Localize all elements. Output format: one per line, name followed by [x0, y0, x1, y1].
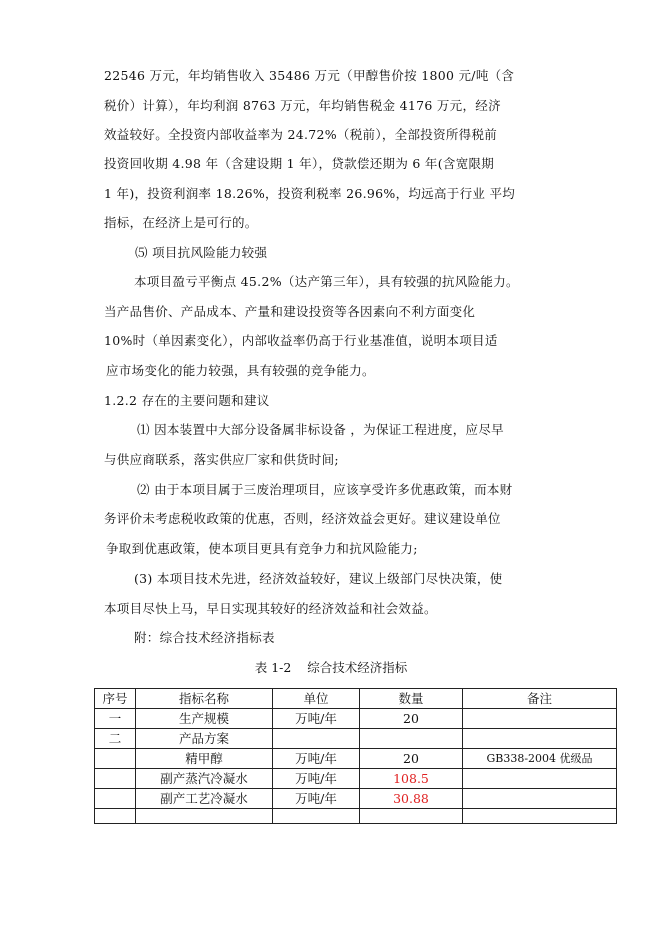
body-line-6: 指标，在经济上是可行的。: [104, 215, 258, 230]
table-row: [95, 729, 617, 749]
cell-unit: 万吨/年: [273, 749, 360, 769]
cell-seq: [95, 809, 136, 824]
body-line-3: 效益较好。全投资内部收益率为 24.72%（税前），全部投资所得税前: [104, 127, 498, 142]
metrics-table: [94, 688, 617, 824]
cell-qty: [360, 729, 463, 749]
table-row: [95, 749, 617, 769]
section-heading-1-2-2: 1.2.2 存在的主要问题和建议: [104, 393, 270, 408]
subheading-risk-resistance: ⑸ 项目抗风险能力较强: [135, 245, 268, 260]
cell-note: GB338-2004 优级品: [463, 749, 617, 769]
cell-unit: 万吨/年: [273, 769, 360, 789]
cell-seq: 二: [95, 729, 136, 749]
cell-note: [463, 709, 617, 729]
table-row: [95, 809, 617, 824]
cell-seq: 一: [95, 709, 136, 729]
table-row: [95, 789, 617, 809]
cell-note: [463, 789, 617, 809]
cell-seq: [95, 749, 136, 769]
body-line-14: 与供应商联系，落实供应厂家和供货时间;: [104, 452, 339, 467]
body-line-8: 本项目盈亏平衡点 45.2%（达产第三年），具有较强的抗风险能力。: [134, 274, 519, 289]
cell-qty-highlight: 30.88: [360, 789, 463, 809]
body-line-19: 本项目尽快上马，早日实现其较好的经济效益和社会效益。: [104, 601, 437, 616]
table-row: [95, 769, 617, 789]
cell-name: 生产规模: [136, 709, 273, 729]
appendix-label: 附：综合技术经济指标表: [134, 630, 275, 645]
body-line-5: 1 年)，投资利润率 18.26%，投资利税率 26.96%，均远高于行业 平均: [104, 186, 516, 201]
header-note: 备注: [463, 689, 617, 709]
table-caption: 表 1-2 综合技术经济指标: [254, 660, 408, 675]
body-line-2: 税价）计算），年均利润 8763 万元，年均销售税金 4176 万元，经济: [104, 98, 501, 113]
body-line-18: (3) 本项目技术先进，经济效益较好，建议上级部门尽快决策，使: [134, 571, 503, 586]
cell-unit: 万吨/年: [273, 789, 360, 809]
cell-note: [463, 769, 617, 789]
cell-name: [136, 809, 273, 824]
body-line-11: 应市场变化的能力较强，具有较强的竞争能力。: [106, 363, 375, 378]
body-line-15: ⑵ 由于本项目属于三废治理项目，应该享受许多优惠政策，而本财: [137, 482, 513, 497]
cell-name: 产品方案: [136, 729, 273, 749]
body-line-17: 争取到优惠政策，使本项目更具有竞争力和抗风险能力;: [106, 541, 418, 556]
cell-seq: [95, 769, 136, 789]
cell-note: [463, 729, 617, 749]
cell-note: [463, 809, 617, 824]
cell-unit: 万吨/年: [273, 709, 360, 729]
table-row: [95, 709, 617, 729]
header-unit: 单位: [273, 689, 360, 709]
body-line-13: ⑴ 因本装置中大部分设备属非标设备 ，为保证工程进度，应尽早: [137, 422, 504, 437]
cell-qty-highlight: 108.5: [360, 769, 463, 789]
cell-name: 副产工艺冷凝水: [136, 789, 273, 809]
header-seq: 序号: [95, 689, 136, 709]
table-header-row: [95, 689, 617, 709]
cell-qty: 20: [360, 749, 463, 769]
cell-qty: [360, 809, 463, 824]
cell-name: 副产蒸汽冷凝水: [136, 769, 273, 789]
cell-name: 精甲醇: [136, 749, 273, 769]
body-line-4: 投资回收期 4.98 年（含建设期 1 年），贷款偿还期为 6 年(含宽限期: [104, 156, 495, 171]
cell-qty: 20: [360, 709, 463, 729]
body-line-16: 务评价未考虑税收政策的优惠，否则，经济效益会更好。建议建设单位: [104, 511, 501, 526]
header-name: 指标名称: [136, 689, 273, 709]
header-qty: 数量: [360, 689, 463, 709]
cell-seq: [95, 789, 136, 809]
body-line-10: 10%时（单因素变化），内部收益率仍高于行业基准值，说明本项目适: [104, 333, 498, 348]
cell-unit: [273, 809, 360, 824]
cell-unit: [273, 729, 360, 749]
body-line-9: 当产品售价、产品成本、产量和建设投资等各因素向不利方面变化: [104, 304, 476, 319]
body-line-1: 22546 万元，年均销售收入 35486 万元（甲醇售价按 1800 元/吨（含: [104, 68, 515, 83]
